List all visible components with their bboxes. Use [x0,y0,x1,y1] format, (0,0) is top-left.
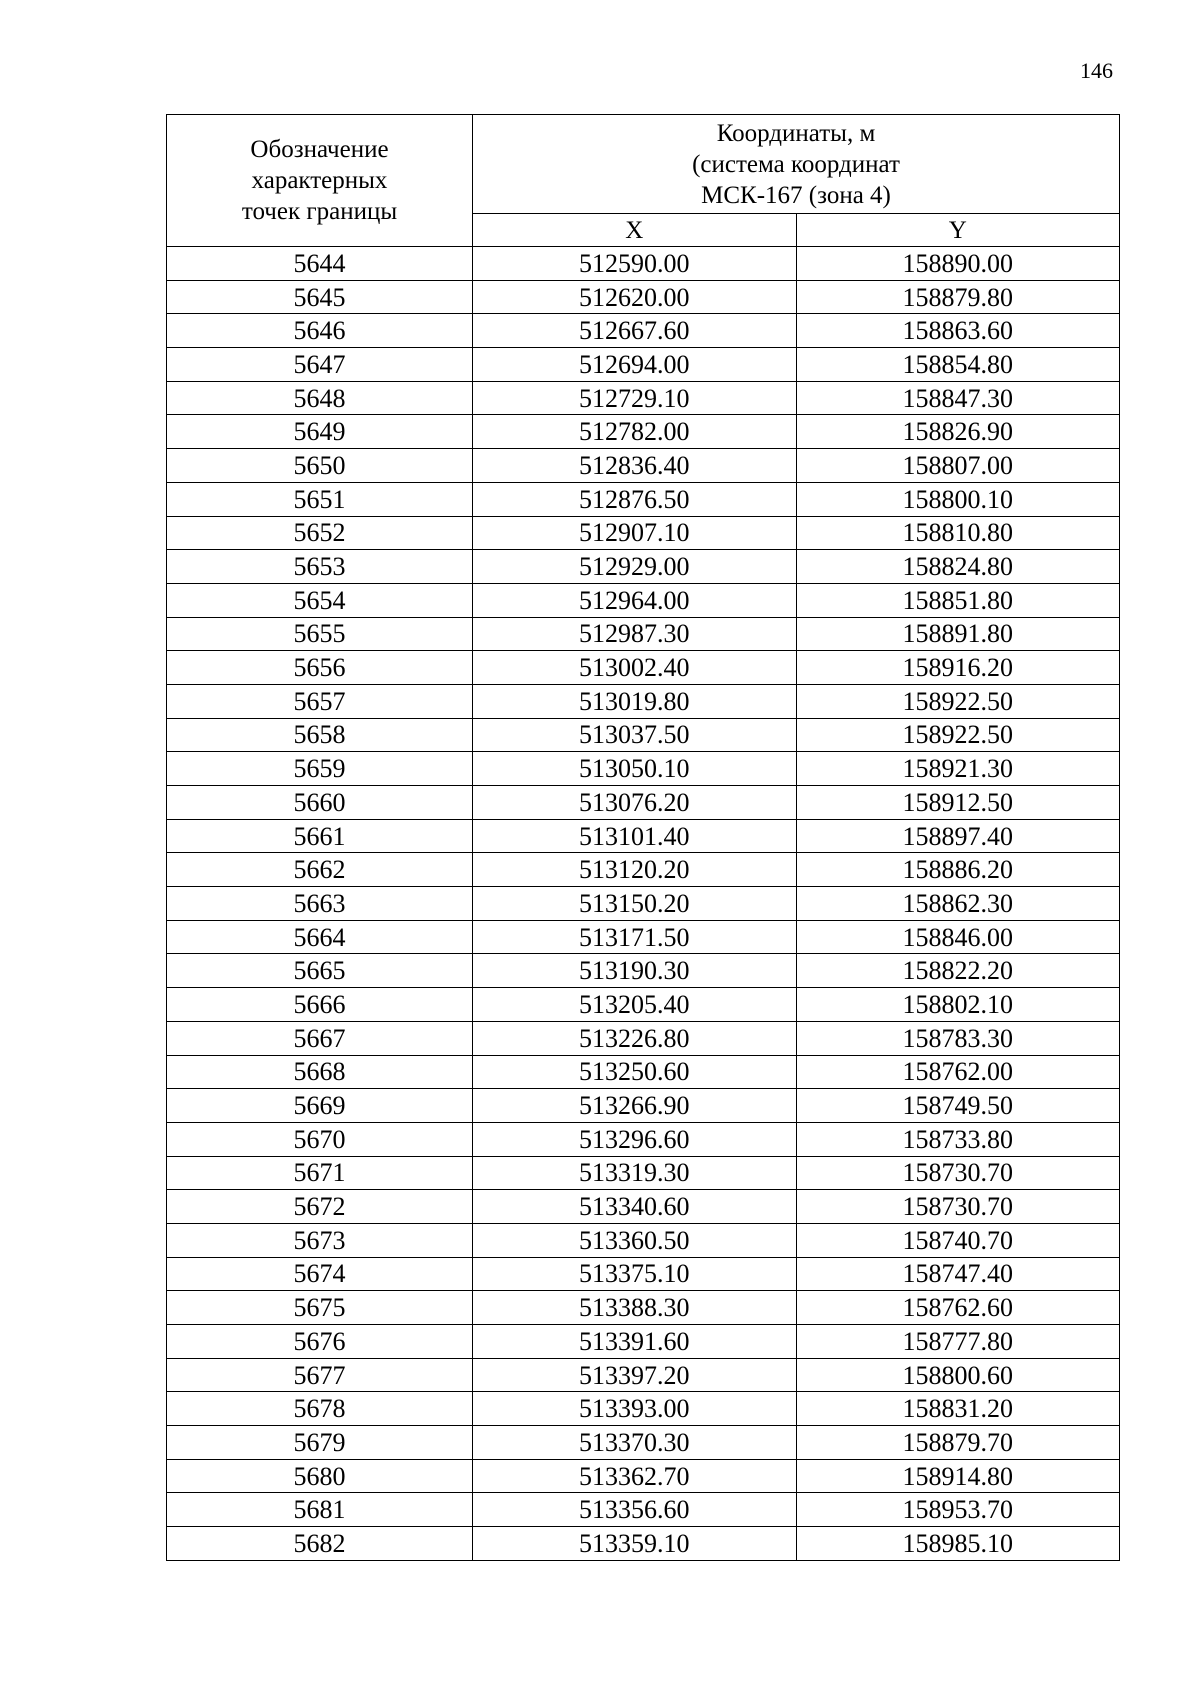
cell-x: 513362.70 [473,1459,797,1493]
cell-y: 158890.00 [796,247,1120,281]
cell-y: 158749.50 [796,1089,1120,1123]
cell-x: 512876.50 [473,482,797,516]
table-row [167,1527,1120,1561]
cell-point-id: 5681 [167,1493,473,1527]
cell-x: 513266.90 [473,1089,797,1123]
page-number: 146 [1080,58,1113,83]
cell-x: 513370.30 [473,1426,797,1460]
cell-y: 158846.00 [796,920,1120,954]
table-row [167,988,1120,1022]
table-row [167,1358,1120,1392]
cell-point-id: 5667 [167,1021,473,1055]
cell-x: 512987.30 [473,617,797,651]
cell-x: 513340.60 [473,1190,797,1224]
cell-point-id: 5677 [167,1358,473,1392]
cell-y: 158891.80 [796,617,1120,651]
cell-y: 158800.10 [796,482,1120,516]
cell-y: 158824.80 [796,550,1120,584]
cell-y: 158847.30 [796,381,1120,415]
table-row [167,583,1120,617]
cell-y: 158879.70 [796,1426,1120,1460]
cell-y: 158747.40 [796,1257,1120,1291]
table-row [167,1089,1120,1123]
table-row [167,887,1120,921]
table-row [167,1156,1120,1190]
table-row [167,1190,1120,1224]
cell-x: 513190.30 [473,954,797,988]
cell-x: 513150.20 [473,887,797,921]
cell-y: 158851.80 [796,583,1120,617]
cell-point-id: 5664 [167,920,473,954]
cell-point-id: 5660 [167,786,473,820]
cell-y: 158916.20 [796,651,1120,685]
cell-point-id: 5668 [167,1055,473,1089]
header-coords-line-1: Координаты, м [716,119,876,147]
cell-x: 513050.10 [473,752,797,786]
table-row [167,381,1120,415]
table-row [167,1021,1120,1055]
cell-point-id: 5661 [167,819,473,853]
cell-x: 513205.40 [473,988,797,1022]
cell-point-id: 5666 [167,988,473,1022]
table-row [167,1223,1120,1257]
header-point-designation [167,115,473,247]
cell-point-id: 5652 [167,516,473,550]
cell-x: 513076.20 [473,786,797,820]
cell-x: 513101.40 [473,819,797,853]
cell-x: 513250.60 [473,1055,797,1089]
table-body [167,247,1120,1561]
cell-y: 158921.30 [796,752,1120,786]
cell-x: 513171.50 [473,920,797,954]
header-coords-line-3: МСК-167 (зона 4) [701,181,891,209]
cell-y: 158733.80 [796,1122,1120,1156]
cell-x: 512782.00 [473,415,797,449]
cell-y: 158800.60 [796,1358,1120,1392]
header-point-line-3: точек границы [241,198,398,225]
cell-point-id: 5676 [167,1325,473,1359]
table-row [167,550,1120,584]
cell-y: 158740.70 [796,1223,1120,1257]
cell-x: 513319.30 [473,1156,797,1190]
cell-x: 513393.00 [473,1392,797,1426]
cell-y: 158922.50 [796,684,1120,718]
cell-x: 512964.00 [473,583,797,617]
cell-point-id: 5672 [167,1190,473,1224]
cell-y: 158985.10 [796,1527,1120,1561]
cell-y: 158863.60 [796,314,1120,348]
table-row [167,1122,1120,1156]
cell-x: 513226.80 [473,1021,797,1055]
table-row [167,718,1120,752]
table-row [167,853,1120,887]
cell-x: 512836.40 [473,449,797,483]
cell-x: 512907.10 [473,516,797,550]
cell-point-id: 5662 [167,853,473,887]
cell-x: 512729.10 [473,381,797,415]
table-row [167,247,1120,281]
header-row-top [167,115,1120,214]
cell-y: 158730.70 [796,1156,1120,1190]
table-row [167,684,1120,718]
cell-point-id: 5648 [167,381,473,415]
table-row [167,1493,1120,1527]
table-row [167,449,1120,483]
header-coordinates [473,115,1120,214]
cell-y: 158810.80 [796,516,1120,550]
cell-point-id: 5655 [167,617,473,651]
table-row [167,1392,1120,1426]
table-row [167,1426,1120,1460]
table-row [167,280,1120,314]
header-y: Y [796,214,1120,247]
cell-x: 512667.60 [473,314,797,348]
cell-y: 158886.20 [796,853,1120,887]
cell-x: 513375.10 [473,1257,797,1291]
cell-y: 158802.10 [796,988,1120,1022]
table-row [167,651,1120,685]
cell-y: 158831.20 [796,1392,1120,1426]
cell-point-id: 5659 [167,752,473,786]
cell-x: 513019.80 [473,684,797,718]
cell-point-id: 5680 [167,1459,473,1493]
header-point-line-1: Обозначение [250,136,389,163]
cell-x: 512694.00 [473,348,797,382]
cell-point-id: 5646 [167,314,473,348]
cell-point-id: 5658 [167,718,473,752]
table-row [167,1291,1120,1325]
cell-point-id: 5647 [167,348,473,382]
cell-y: 158897.40 [796,819,1120,853]
cell-x: 512929.00 [473,550,797,584]
table-row [167,954,1120,988]
table-row [167,920,1120,954]
cell-point-id: 5657 [167,684,473,718]
cell-y: 158807.00 [796,449,1120,483]
table-row [167,786,1120,820]
cell-y: 158912.50 [796,786,1120,820]
cell-y: 158914.80 [796,1459,1120,1493]
cell-point-id: 5644 [167,247,473,281]
table-header [167,115,1120,247]
header-point-line-2: характерных [251,167,388,194]
cell-y: 158922.50 [796,718,1120,752]
cell-point-id: 5650 [167,449,473,483]
cell-x: 513360.50 [473,1223,797,1257]
cell-x: 513120.20 [473,853,797,887]
cell-point-id: 5674 [167,1257,473,1291]
cell-y: 158854.80 [796,348,1120,382]
coordinates-table [166,114,1120,1561]
cell-x: 513356.60 [473,1493,797,1527]
table-row [167,415,1120,449]
cell-point-id: 5678 [167,1392,473,1426]
cell-point-id: 5679 [167,1426,473,1460]
cell-point-id: 5645 [167,280,473,314]
table-row [167,1325,1120,1359]
table-row [167,1257,1120,1291]
cell-y: 158762.60 [796,1291,1120,1325]
cell-point-id: 5651 [167,482,473,516]
table-row [167,752,1120,786]
cell-x: 513388.30 [473,1291,797,1325]
cell-y: 158953.70 [796,1493,1120,1527]
cell-point-id: 5663 [167,887,473,921]
table-row [167,516,1120,550]
cell-point-id: 5665 [167,954,473,988]
table-row [167,482,1120,516]
cell-point-id: 5675 [167,1291,473,1325]
header-x: X [473,214,797,247]
cell-x: 512590.00 [473,247,797,281]
table-row [167,1459,1120,1493]
table-row [167,1055,1120,1089]
table-row [167,617,1120,651]
table-row [167,348,1120,382]
cell-point-id: 5656 [167,651,473,685]
table-row [167,819,1120,853]
cell-x: 513391.60 [473,1325,797,1359]
table-row [167,314,1120,348]
cell-point-id: 5649 [167,415,473,449]
cell-x: 513296.60 [473,1122,797,1156]
cell-x: 512620.00 [473,280,797,314]
cell-x: 513397.20 [473,1358,797,1392]
cell-y: 158822.20 [796,954,1120,988]
cell-y: 158762.00 [796,1055,1120,1089]
cell-y: 158826.90 [796,415,1120,449]
header-coords-line-2: (система координат [692,150,900,178]
cell-point-id: 5669 [167,1089,473,1123]
cell-y: 158777.80 [796,1325,1120,1359]
cell-x: 513359.10 [473,1527,797,1561]
cell-y: 158879.80 [796,280,1120,314]
cell-x: 513002.40 [473,651,797,685]
cell-y: 158862.30 [796,887,1120,921]
cell-point-id: 5654 [167,583,473,617]
cell-point-id: 5653 [167,550,473,584]
cell-point-id: 5682 [167,1527,473,1561]
cell-point-id: 5671 [167,1156,473,1190]
cell-point-id: 5670 [167,1122,473,1156]
cell-x: 513037.50 [473,718,797,752]
cell-y: 158783.30 [796,1021,1120,1055]
cell-point-id: 5673 [167,1223,473,1257]
cell-y: 158730.70 [796,1190,1120,1224]
